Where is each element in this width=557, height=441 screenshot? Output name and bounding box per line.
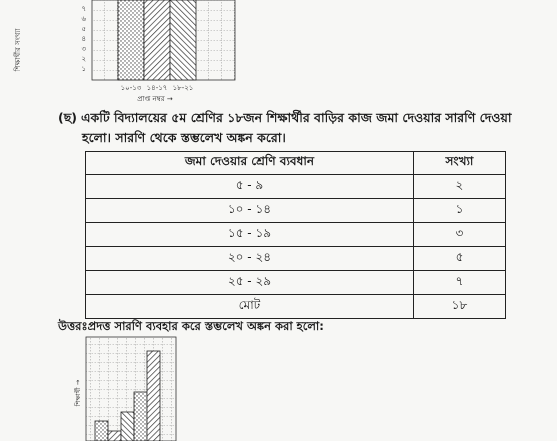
table-header-count: সংখ্যা [413, 152, 505, 175]
bottom-histogram [72, 335, 192, 441]
top-chart-x-label: প্রাপ্ত নম্বর → [137, 95, 173, 103]
top-bar-2 [144, 0, 170, 80]
table-cell-range: ১০ - ১৪ [86, 199, 414, 223]
table-cell-range: ১৫ - ১৯ [86, 223, 414, 247]
top-chart-y-tick: ১ [81, 65, 86, 73]
top-histogram [0, 0, 260, 104]
top-bar-3 [170, 0, 196, 80]
table-cell-count: ৫ [413, 247, 505, 271]
table-total-row [86, 295, 506, 319]
top-chart-x-tick-2: ১৪-১৭ [146, 84, 168, 92]
top-chart-y-label: শিক্ষার্থীর সংখ্যা [14, 28, 22, 72]
top-chart-y-tick: ৩ [81, 45, 86, 53]
question-text [58, 108, 518, 148]
table-cell-range: ২০ - ২৪ [86, 247, 414, 271]
top-bar-1 [118, 0, 144, 80]
table-cell-count: ৩ [413, 223, 505, 247]
bottom-bar-2 [108, 431, 121, 441]
answer-label: উত্তরঃ [58, 319, 88, 333]
table-header-range: জমা দেওয়ার শ্রেণি ব্যবধান [86, 152, 414, 175]
table-header-row [86, 152, 506, 175]
top-chart-y-tick: ২ [81, 55, 86, 63]
question-marker: (ছ) [58, 110, 78, 125]
bottom-bar-1 [95, 421, 108, 441]
table-cell-total-count: ১৮ [413, 295, 505, 319]
bottom-chart-y-label: শিক্ষার্থী → [74, 379, 82, 407]
question-line-2: হলো। সারণি থেকে স্তম্ভলেখ অঙ্কন করো। [82, 130, 286, 145]
top-chart-y-tick: ৭ [81, 5, 86, 13]
top-chart-y-tick: ৪ [81, 35, 86, 43]
answer-text: প্রদত্ত সারণি ব্যবহার করে স্তম্ভলেখ অঙ্কন করা হলো: [87, 319, 324, 333]
bottom-bar-3 [121, 412, 134, 441]
top-chart-y-tick: ৬ [81, 15, 86, 23]
top-chart-x-tick-3: ১৮-২১ [172, 84, 194, 92]
table-cell-range: ৫ - ৯ [86, 175, 414, 199]
table-cell-count: ৭ [413, 271, 505, 295]
table-row [86, 175, 506, 199]
table-cell-count: ২ [413, 175, 505, 199]
frequency-table [85, 151, 506, 319]
table-row [86, 199, 506, 223]
bottom-bar-5 [147, 351, 160, 441]
table-row [86, 223, 506, 247]
table-cell-total-label: মোট [86, 295, 414, 319]
top-chart-x-tick-1: ১০-১৩ [120, 84, 142, 92]
bottom-bar-4 [134, 392, 147, 441]
top-chart-y-ticks [81, 5, 86, 73]
question-line-1: একটি বিদ্যালয়ের ৫ম শ্রেণির ১৮জন শিক্ষার্থীর বাড়ির কাজ জমা দেওয়ার সারণি দেওয়া [81, 110, 512, 125]
table-row [86, 247, 506, 271]
table-cell-count: ১ [413, 199, 505, 223]
table-row [86, 271, 506, 295]
top-chart-y-tick: ৫ [81, 25, 86, 33]
table-cell-range: ২৫ - ২৯ [86, 271, 414, 295]
